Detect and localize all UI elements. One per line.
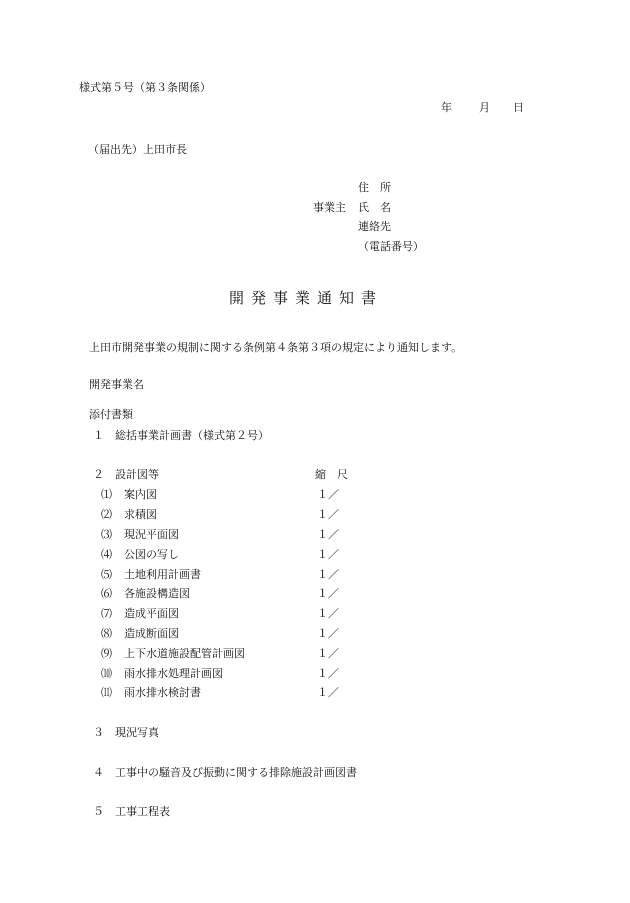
document-title: 開発事業通知書: [229, 289, 384, 307]
item5-text: 工事工程表: [115, 805, 170, 818]
drawing-number: ⑼: [101, 647, 112, 660]
project-name-label: 開発事業名: [89, 378, 144, 391]
item2-number: ２: [93, 468, 104, 481]
form-number: 様式第５号（第３条関係）: [79, 81, 211, 94]
drawing-scale: １／: [317, 587, 339, 600]
drawing-name: 案内図: [124, 488, 157, 501]
item3-text: 現況写真: [115, 726, 159, 739]
drawing-scale: １／: [317, 508, 339, 521]
item4-text: 工事中の騒音及び振動に関する排除施設計画図書: [115, 766, 357, 779]
date-year-label: 年: [441, 101, 452, 114]
business-owner-label: 事業主: [313, 201, 346, 214]
drawing-name: 各施設構造図: [124, 587, 190, 600]
drawing-number: ⑾: [101, 686, 112, 699]
item3-number: ３: [93, 726, 104, 739]
date-month-label: 月: [479, 101, 490, 114]
phone-label: （電話番号）: [358, 240, 424, 253]
drawing-name: 造成平面図: [124, 607, 179, 620]
drawing-number: ⑽: [101, 667, 112, 680]
drawing-number: ⑻: [101, 627, 112, 640]
drawing-name: 雨水排水処理計画図: [124, 667, 223, 680]
drawing-scale: １／: [317, 686, 339, 699]
drawing-number: ⑶: [101, 528, 112, 541]
drawing-scale: １／: [317, 568, 339, 581]
drawing-name: 求積図: [124, 508, 157, 521]
drawing-name: 現況平面図: [124, 528, 179, 541]
date-day-label: 日: [513, 101, 524, 114]
contact-label: 連絡先: [358, 220, 391, 233]
item2-text: 設計図等: [115, 468, 159, 481]
drawing-scale: １／: [317, 647, 339, 660]
drawing-scale: １／: [317, 528, 339, 541]
item5-number: ５: [93, 805, 104, 818]
drawing-name: 雨水排水検討書: [124, 686, 201, 699]
name-label: 氏 名: [358, 201, 391, 214]
drawing-scale: １／: [317, 488, 339, 501]
drawing-number: ⑸: [101, 568, 112, 581]
drawing-number: ⑹: [101, 587, 112, 600]
drawing-name: 公図の写し: [124, 548, 179, 561]
drawing-name: 上下水道施設配管計画図: [124, 647, 245, 660]
drawing-scale: １／: [317, 627, 339, 640]
drawing-number: ⑷: [101, 548, 112, 561]
scale-header: 縮 尺: [315, 468, 348, 481]
drawing-number: ⑺: [101, 607, 112, 620]
drawing-number: ⑴: [101, 488, 112, 501]
drawing-scale: １／: [317, 548, 339, 561]
item4-number: ４: [93, 766, 104, 779]
addressee: （届出先）上田市長: [88, 143, 187, 156]
body-text: 上田市開発事業の規制に関する条例第４条第３項の規定により通知します。: [89, 341, 463, 354]
drawing-name: 造成断面図: [124, 627, 179, 640]
drawing-scale: １／: [317, 667, 339, 680]
item1-number: １: [93, 429, 104, 442]
address-label: 住 所: [358, 181, 391, 194]
drawing-number: ⑵: [101, 508, 112, 521]
attachments-label: 添付書類: [89, 408, 133, 421]
drawing-scale: １／: [317, 607, 339, 620]
drawing-name: 土地利用計画書: [124, 568, 201, 581]
item1-text: 総括事業計画書（様式第２号）: [115, 429, 269, 442]
